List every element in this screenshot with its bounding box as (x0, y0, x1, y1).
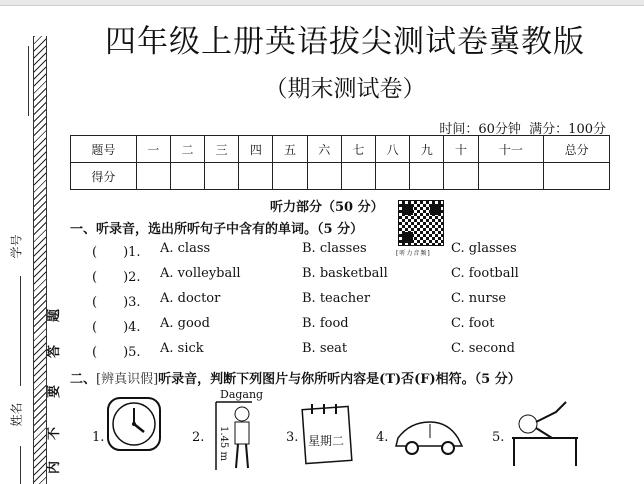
option-b: B. seat (302, 341, 348, 356)
page-title: 四年级上册英语拔尖测试卷冀教版 (105, 24, 585, 60)
q1-heading: 一、听录音，选出所听句子中含有的单词。（5 分） (70, 222, 364, 237)
score-input-cell[interactable] (410, 163, 444, 190)
pic-name-label: Dagang (220, 388, 264, 401)
option-a: A. doctor (160, 291, 221, 306)
pic-number: 1. (92, 430, 105, 445)
option-a: A. sick (160, 341, 204, 356)
seal-char: 不 (47, 426, 63, 441)
score-input-cell[interactable] (444, 163, 478, 190)
height-label: 1.45 m (217, 426, 229, 461)
margin-line (20, 276, 21, 386)
table-cell: 四 (239, 136, 273, 163)
pic-number: 2. (192, 430, 205, 445)
calendar-text: 星期二 (308, 434, 345, 448)
listening-heading: 听力部分（50 分） (270, 200, 384, 215)
option-a: A. class (160, 241, 211, 256)
option-c: C. second (451, 341, 515, 356)
name-label: 姓名 (9, 402, 24, 427)
qr-code-icon[interactable] (398, 200, 444, 246)
answer-bracket[interactable]: ( )4. (92, 320, 141, 335)
score-input-cell[interactable] (478, 163, 544, 190)
table-row (71, 163, 610, 190)
qr-caption: [听力音频] (396, 250, 431, 257)
score-input-cell[interactable] (376, 163, 410, 190)
table-cell: 十一 (478, 136, 544, 163)
q2-title: 听录音，判断下列图片与你所听内容是(T)否(F)相符。（5 分） (158, 372, 521, 387)
table-cell: 三 (205, 136, 239, 163)
table-cell: 七 (341, 136, 375, 163)
table-cell: 得分 (71, 163, 137, 190)
seal-line (33, 36, 47, 484)
page-subtitle: （期末测试卷） (264, 76, 426, 102)
score-input-cell[interactable] (273, 163, 307, 190)
girl-exercise-icon (506, 398, 582, 468)
score-input-cell[interactable] (307, 163, 341, 190)
option-b: B. basketball (302, 266, 388, 281)
seal-char: 要 (47, 384, 63, 399)
option-c: C. glasses (451, 241, 517, 256)
car-icon (392, 418, 466, 458)
answer-bracket[interactable]: ( )3. (92, 295, 141, 310)
table-cell: 九 (410, 136, 444, 163)
margin-line (28, 46, 29, 116)
table-cell: 五 (273, 136, 307, 163)
pic-number: 3. (286, 430, 299, 445)
table-cell: 十 (444, 136, 478, 163)
option-b: B. classes (302, 241, 367, 256)
answer-bracket[interactable]: ( )5. (92, 345, 141, 360)
margin-line (20, 446, 21, 484)
score-input-cell[interactable] (544, 163, 610, 190)
clock-icon (106, 392, 162, 456)
pic-number: 4. (376, 430, 389, 445)
score-input-cell[interactable] (205, 163, 239, 190)
table-cell: 题号 (71, 136, 137, 163)
score-table (70, 135, 610, 190)
q2-prefix: 二、 (70, 372, 97, 387)
score-input-cell[interactable] (341, 163, 375, 190)
table-cell: 二 (170, 136, 204, 163)
q2-heading (70, 368, 521, 387)
time-text: 时间：60分钟 (439, 122, 521, 137)
option-a: A. good (160, 316, 210, 331)
table-cell: 八 (376, 136, 410, 163)
table-row (71, 136, 610, 163)
table-cell: 总分 (544, 136, 610, 163)
table-cell: 一 (136, 136, 170, 163)
score-input-cell[interactable] (170, 163, 204, 190)
option-a: A. volleyball (160, 266, 241, 281)
option-b: B. teacher (302, 291, 371, 306)
option-c: C. nurse (451, 291, 507, 306)
option-c: C. football (451, 266, 519, 281)
full-score-text: 满分：100分 (529, 122, 606, 137)
q2-tag: [辨真识假] (96, 372, 159, 387)
seal-char: 答 (47, 344, 63, 359)
answer-bracket[interactable]: ( )2. (92, 270, 141, 285)
score-input-cell[interactable] (136, 163, 170, 190)
option-b: B. food (302, 316, 349, 331)
score-input-cell[interactable] (239, 163, 273, 190)
table-cell: 六 (307, 136, 341, 163)
option-c: C. foot (451, 316, 495, 331)
seal-char: 题 (47, 308, 63, 323)
window-top-bar (0, 0, 644, 6)
student-number-label: 学号 (9, 234, 24, 259)
seal-char: 内 (47, 460, 63, 475)
answer-bracket[interactable]: ( )1. (92, 245, 141, 260)
pic-number: 5. (492, 430, 505, 445)
binding-margin (0, 6, 64, 484)
